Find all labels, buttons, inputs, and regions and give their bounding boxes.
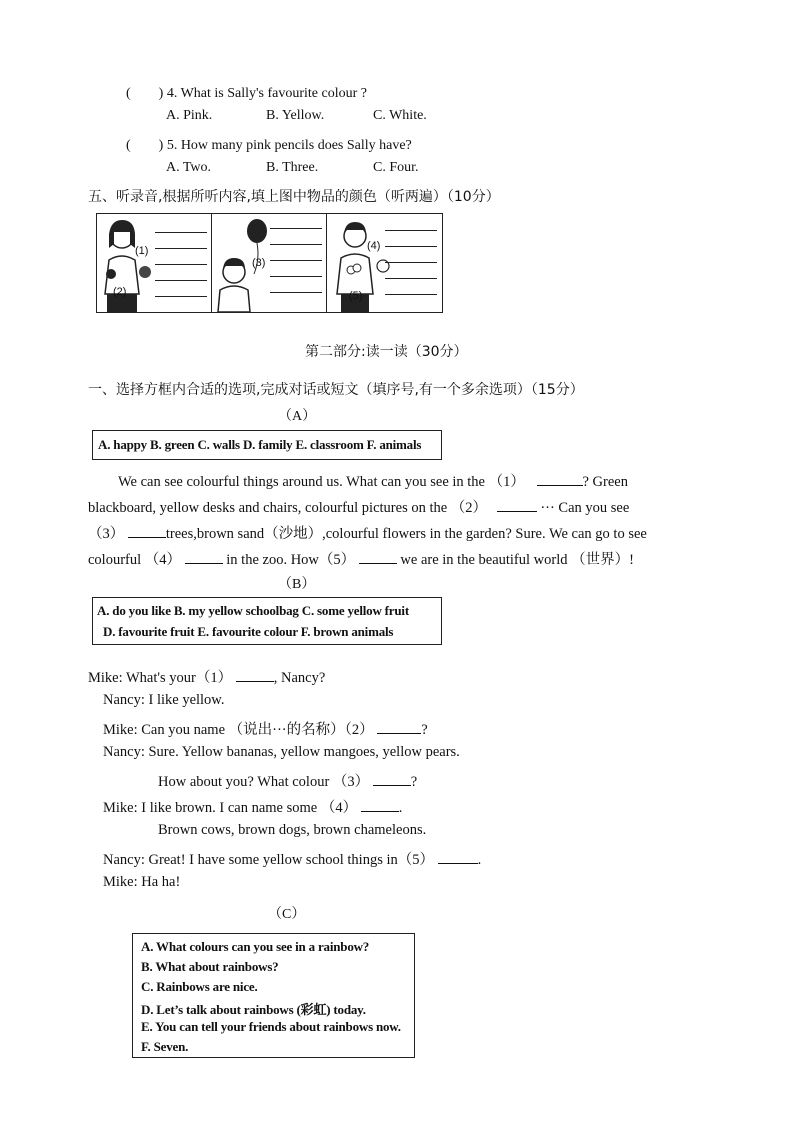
part-b-options-box [92, 597, 442, 645]
dialogue-text-1a: Mike: What's your（1） [88, 670, 233, 686]
part-c-label: （C） [268, 907, 306, 922]
dialogue-line-9: Mike: Ha ha! [103, 874, 181, 890]
picture-panel-2 [211, 213, 328, 313]
blank-b5[interactable] [438, 851, 478, 864]
dialogue-text-8b: . [477, 852, 482, 868]
part-c-options-box [132, 933, 415, 1058]
blank-b3[interactable] [373, 773, 411, 786]
part-a-line-4 [88, 548, 634, 569]
part-c-option-a: A. What colours can you see in a rainbow? [141, 939, 370, 954]
part-b-options-row-2: D. favourite fruit E. favourite colour F. brown animals [103, 624, 394, 639]
dialogue-text-3b: ? [421, 722, 428, 738]
question-4-option-c: C. White. [373, 108, 427, 123]
blank-2[interactable] [497, 499, 537, 512]
dialogue-line-3 [103, 718, 428, 739]
part-b-options-row-1: A. do you like B. my yellow schoolbag C. some yellow fruit [97, 603, 409, 618]
dialogue-line-8 [103, 848, 481, 869]
question-5 [126, 134, 412, 154]
picture-panel-1 [96, 213, 213, 313]
dialogue-line-1 [88, 666, 325, 687]
part-c-option-d: D. Let’s talk about rainbows (彩虹) today. [141, 1002, 366, 1017]
passage-text-8: in the zoo. How（5） [226, 552, 356, 568]
part-a-line-2 [88, 496, 629, 517]
dialogue-text-6b: . [398, 800, 403, 816]
part-c-option-c: C. Rainbows are nice. [141, 979, 258, 994]
dialogue-line-7: Brown cows, brown dogs, brown chameleons. [158, 822, 427, 838]
picture-label-1: (1) [135, 245, 149, 257]
dialogue-line-5 [158, 770, 417, 791]
passage-text-7: colourful （4） [88, 552, 182, 568]
dialogue-text-3a: Mike: Can you name （说出···的名称）（2） [103, 722, 374, 738]
dialogue-line-2: Nancy: I like yellow. [103, 692, 225, 708]
question-5-option-b: B. Three. [266, 160, 319, 175]
blank-3[interactable] [128, 525, 166, 538]
blank-4[interactable] [185, 551, 223, 564]
passage-text-1: We can see colourful things around us. What can you see in the （1） [118, 474, 525, 490]
dialogue-text-5a: How about you? What colour （3） [158, 774, 370, 790]
picture-label-3: (3) [252, 257, 266, 269]
part-a-options: A. happy B. green C. walls D. family E. classroom F. animals [98, 437, 422, 452]
part-a-label: （A） [278, 409, 317, 424]
girl-with-flowers-picture [327, 214, 442, 312]
part-b-label: （B） [278, 577, 316, 592]
blank-1[interactable] [537, 473, 583, 486]
part-c-option-e: E. You can tell your friends about rainbows now. [141, 1019, 401, 1034]
question-4-stem: ( ) 4. What is Sally's favourite colour ? [126, 86, 367, 101]
part-a-options-box [92, 430, 442, 460]
passage-text-6: trees,brown sand（沙地）,colourful flowers in the garden? Sure. We can go to see [165, 526, 647, 542]
part-2-title: 第二部分:读一读（30分） [305, 344, 468, 360]
question-5-stem: ( ) 5. How many pink pencils does Sally have? [126, 138, 412, 153]
blank-5[interactable] [359, 551, 397, 564]
question-5-option-c: C. Four. [373, 160, 419, 175]
dialogue-text-5b: ? [410, 774, 418, 790]
question-5-option-a: A. Two. [166, 160, 212, 175]
blank-b2[interactable] [377, 721, 421, 734]
picture-label-2: (2) [113, 286, 127, 298]
dialogue-line-4: Nancy: Sure. Yellow bananas, yellow mangoes, yellow pears. [103, 744, 460, 760]
question-4 [126, 82, 367, 102]
dialogue-line-6 [103, 796, 402, 817]
passage-text-5: （3） [88, 526, 125, 542]
part-a-line-3 [88, 522, 647, 543]
picture-panel-3 [326, 213, 443, 313]
part-c-option-f: F. Seven. [141, 1039, 189, 1054]
picture-label-5: (5) [349, 290, 363, 302]
passage-text-2: ? Green [582, 474, 628, 490]
dialogue-text-1b: , Nancy? [273, 670, 326, 686]
question-4-option-b: B. Yellow. [266, 108, 325, 123]
part-a-line-1 [118, 470, 628, 491]
section-5-heading: 五、听录音,根据所听内容,填上图中物品的颜色（听两遍）（10分） [88, 189, 500, 205]
passage-text-3: blackboard, yellow desks and chairs, colourful pictures on the （2） [88, 500, 488, 516]
blank-b1[interactable] [236, 669, 274, 682]
dialogue-text-8a: Nancy: Great! I have some yellow school things in（5） [103, 852, 435, 868]
dialogue-text-6a: Mike: I like brown. I can name some （4） [103, 800, 358, 816]
part-c-option-b: B. What about rainbows? [141, 959, 279, 974]
blank-b4[interactable] [361, 799, 399, 812]
picture-label-4: (4) [367, 240, 381, 252]
question-4-option-a: A. Pink. [166, 108, 213, 123]
passage-text-9: we are in the beautiful world （世界）! [400, 552, 634, 568]
passage-text-4: ··· Can you see [540, 500, 630, 516]
section-1-heading: 一、选择方框内合适的选项,完成对话或短文（填序号,有一个多余选项）（15分） [88, 382, 584, 398]
